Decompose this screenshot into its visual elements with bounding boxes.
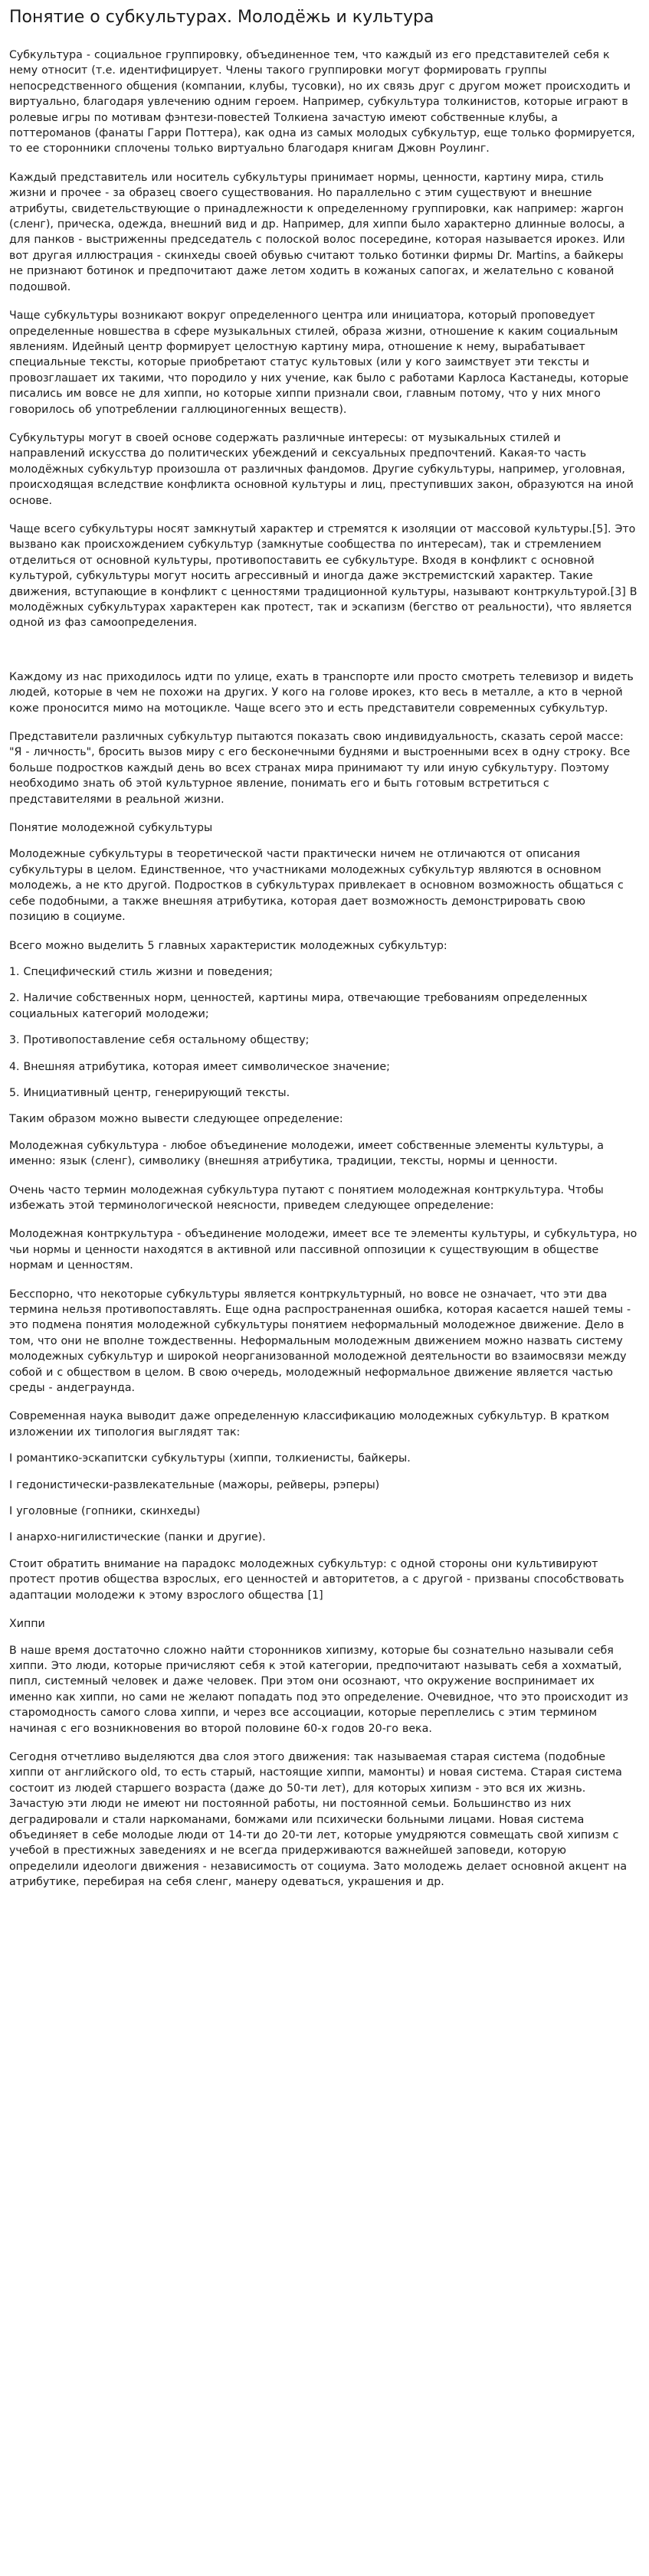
article-body bbox=[9, 47, 638, 1890]
paragraph: Субкультуры могут в своей основе содержать различные интересы: от музыкальных стилей и направлений искусства до политических убеждений и сексуальных предпочтений. Какая-то часть молодёжных субкультур произошла от различных фандомов. Другие субкультуры, например, уголовная, происходящая вследствие конфликта основной культуры и лиц, преступивших закон, образуются на иной основе. bbox=[9, 431, 634, 507]
paragraph: Субкультура - социальное группировку, объединенное тем, что каждый из его представителей себя к нему относит (т.е. идентифицирует. Члены такого группировки могут формировать группы непосредственного общения (компании, клубы, тусовки), но их связь друг с другом может происходить и виртуально, благодаря увлечению одним героем. Например, субкультура толкинистов, которые играют в ролевые игры по мотивам фэнтези-повестей Толкиена зачастую имеют собственные клубы, а поттероманов (фанаты Гарри Поттера), как одна из самых молодых субкультур, еще только формируется, то ее сторонники сплочены только виртуально благодаря книгам Джовн Роулинг. bbox=[9, 49, 635, 155]
section-heading: Хиппи bbox=[9, 1618, 45, 1631]
list-item: 1. Специфический стиль жизни и поведения; bbox=[9, 965, 274, 978]
paragraph: Молодежная субкультура - любое объединение молодежи, имеет собственные элементы культуры, а именно: язык (сленг), символику (внешняя атрибутика, традиции, тексты, нормы и ценности. bbox=[9, 1139, 604, 1168]
page-title: Понятие о субкультурах. Молодёжь и культура bbox=[9, 8, 434, 27]
paragraph: В наше время достаточно сложно найти сторонников хипизму, которые бы сознательно называли себя хиппи. Это люди, которые причисляют себя к этой категории, предпочитают называть себя а хохматый, пипл, системный человек и даже человек. При этом они осознают, что окружение воспринимает их именно как хиппи, но сами не желают попадать под это определение. Очевидное, что это происходит из старомодность самого слова хиппи, и через все ассоциации, которые переплелись с этим термином начиная с его возникновения во второй половине 60-х годов 20-го века. bbox=[9, 1644, 628, 1735]
list-item: 5. Инициативный центр, генерирующий тексты. bbox=[9, 1086, 290, 1099]
paragraph: Каждому из нас приходилось идти по улице, ехать в транспорте или просто смотреть телевизор и видеть людей, которые в чем не похожи на других. У кого на голове ирокез, кто весь в металле, а кто в черной коже проносится мимо на мотоцикле. Чаще всего это и есть представители современных субкультур. bbox=[9, 670, 634, 715]
paragraph: Всего можно выделить 5 главных характеристик молодежных субкультур: bbox=[9, 939, 447, 952]
paragraph: Молодежная контркультура - объединение молодежи, имеет все те элементы культуры, и субкультура, но чьи нормы и ценности находятся в активной или пассивной оппозиции к существующим в обществе нормам и ценностям. bbox=[9, 1228, 638, 1272]
paragraph: Таким образом можно вывести следующее определение: bbox=[9, 1113, 343, 1126]
list-item: 4. Внешняя атрибутика, которая имеет символическое значение; bbox=[9, 1060, 390, 1073]
list-item: I романтико-эскапитски субкультуры (хиппи, толкиенисты, байкеры. bbox=[9, 1452, 411, 1465]
paragraph: Представители различных субкультур пытаются показать свою индивидуальность, сказать серой массе: "Я - личность", бросить вызов миру с его бесконечными буднями и выстроенными всех в одну строку. Все больше подростков каждый день во всех странах мира принимают ту или иную субкультуру. Поэтому необходимо знать об этой культурное явление, понимать его и быть готовым встретиться с представителями в реальной жизни. bbox=[9, 731, 631, 806]
list-item: I уголовные (гопники, скинхеды) bbox=[9, 1505, 201, 1518]
paragraph: Чаще всего субкультуры носят замкнутый характер и стремятся к изоляции от массовой культуры.[5]. Это вызвано как происхождением субкультур (замкнутые сообщества по интересам), так и стремлением отделиться от основной культуры, противопоставить ее субкультуре. Входя в конфликт с основной культурой, субкультуры могут носить агрессивный и иногда даже экстремистский характер. Такие движения, вступающие в конфликт с ценностями традиционной культуры, называют контркультурой.[3] В молодёжных субкультурах характерен как протест, так и эскапизм (бегство от реальности), что является одной из фаз самоопределения. bbox=[9, 522, 638, 630]
paragraph: Молодежные субкультуры в теоретической части практически ничем не отличаются от описания субкультуры в целом. Единственное, что участниками молодежных субкультур являются в основном молодежь, а не кто другой. Подростков в субкультурах привлекает в основном возможность общаться с себе подобными, а также внешняя атрибутика, которая дает возможность демонстрировать свою позицию в социуме. bbox=[9, 848, 624, 924]
list-item: I гедонистически-развлекательные (мажоры, рейверы, рэперы) bbox=[9, 1478, 380, 1491]
section-heading: Понятие молодежной субкультуры bbox=[9, 822, 213, 835]
list-item: 2. Наличие собственных норм, ценностей, картины мира, отвечающие требованиям определенных социальных категорий молодежи; bbox=[9, 992, 588, 1020]
list-item: I анархо-нигилистические (панки и другие). bbox=[9, 1531, 266, 1544]
paragraph: Очень часто термин молодежная субкультура путают с понятием молодежная контркультура. Чтобы избежать этой терминологической неясности, приведем следующее определение: bbox=[9, 1183, 604, 1212]
paragraph: Бесспорно, что некоторые субкультуры является контркультурный, но вовсе не означает, что эти два термина нельзя противопоставлять. Еще одна распространенная ошибка, которая касается нашей темы - это подмена понятия молодежной субкультуры понятием неформальный молодежное движение. Дело в том, что они не вполне тождественны. Неформальным молодежным движением можно назвать систему молодежных субкультур и широкой неорганизованной молодежной деятельности во взаимосвязи между собой и с обществом в целом. В свою очередь, молодежный неформальное движение является частью среды - андеграунда. bbox=[9, 1288, 631, 1395]
paragraph: Стоит обратить внимание на парадокс молодежных субкультур: с одной стороны они культивируют протест против общества взрослых, его ценностей и авторитетов, а с другой - призваны способствовать адаптации молодежи к этому взрослого общества [1] bbox=[9, 1557, 624, 1602]
list-item: 3. Противопоставление себя остальному обществу; bbox=[9, 1034, 310, 1047]
paragraph: Современная наука выводит даже определенную классификацию молодежных субкультур. В кратком изложении их типология выглядят так: bbox=[9, 1410, 610, 1439]
paragraph: Каждый представитель или носитель субкультуры принимает нормы, ценности, картину мира, стиль жизни и прочее - за образец своего существования. Но параллельно с этим существуют и внешние атрибуты, свидетельствующие о принадлежности к определенному группировки, как например: жаргон (сленг), прическа, одежда, внешний вид и др. Например, для хиппи было характерно длинные волосы, а для панков - выстриженны председатель с полоской волос посередине, которая называется ирокез. Или вот другая иллюстрация - скинхеды своей обувью считают только ботинки фирмы Dr. Martins, а байкеры не признают ботинок и предпочитают даже летом ходить в кожаных сапогах, и желательно с кованой подошвой. bbox=[9, 171, 625, 293]
paragraph: Чаще субкультуры возникают вокруг определенного центра или инициатора, который проповедует определенные новшества в сфере музыкальных стилей, образа жизни, отношение к каким социальным явлениям. Идейный центр формирует целостную картину мира, отношение к нему, вырабатывает специальные тексты, которые приобретают статус культовых (или у кого заимствует эти тексты и провозглашает их такими, что породило у них учение, как было с работами Карлоса Кастанеды, которые писались им вовсе не для хиппи, но которые хиппи признали свои, главным потому, что у них много говорилось об употреблении галлюциногенных веществ). bbox=[9, 309, 629, 416]
paragraph: Сегодня отчетливо выделяются два слоя этого движения: так называемая старая система (подобные хиппи от английского old, то есть старый, настоящие хиппи, мамонты) и новая система. Старая система состоит из людей старшего возраста (даже до 50-ти лет), для которых хипизм - это вся их жизнь. Зачастую эти люди не имеют ни постоянной работы, ни постоянной семьи. Большинство из них деградировали и стали наркоманами, бомжами или психически больными лицами. Новая система объединяет в себе молодые люди от 14-ти до 20-ти лет, которые умудряются совмещать свой хипизм с учебой в престижных заведениях и не всегда придерживаются важнейшей заповеди, которую определили идеологи движения - независимость от социума. Зато молодежь делает основной акцент на атрибутике, перебирая на себя сленг, манеру одеваться, украшения и др. bbox=[9, 1750, 628, 1889]
